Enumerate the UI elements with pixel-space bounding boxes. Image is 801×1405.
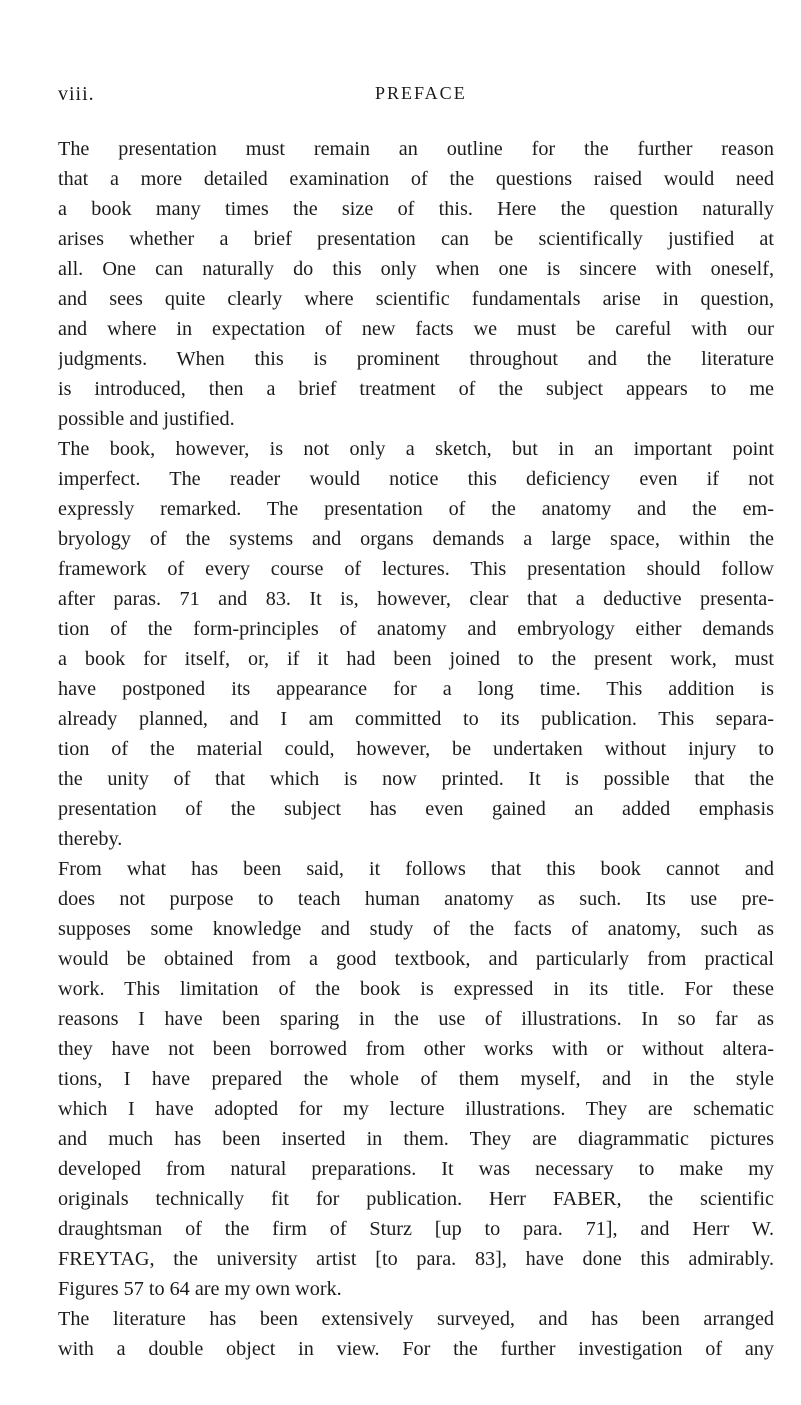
text-line: The book, however, is not only a sketch, but in an important point <box>58 438 774 460</box>
text-line: all. One can naturally do this only when one is sincere with oneself, <box>58 258 774 280</box>
text-line: FREYTAG, the university artist [to para. 83], have done this admirably. <box>58 1248 774 1270</box>
text-line: The literature has been extensively surveyed, and has been arranged <box>58 1308 774 1330</box>
text-line: after paras. 71 and 83. It is, however, clear that a deductive presenta- <box>58 588 774 610</box>
text-line: have postponed its appearance for a long time. This addition is <box>58 678 774 700</box>
page-number: viii. <box>58 83 95 105</box>
text-line: The presentation must remain an outline for the further reason <box>58 138 774 160</box>
text-line: a book for itself, or, if it had been joined to the present work, must <box>58 648 774 670</box>
text-line: would be obtained from a good textbook, and particularly from practical <box>58 948 774 970</box>
text-line: already planned, and I am committed to its publication. This separa- <box>58 708 774 730</box>
text-line: originals technically fit for publication. Herr FABER, the scientific <box>58 1188 774 1210</box>
text-line: and sees quite clearly where scientific fundamentals arise in question, <box>58 288 774 310</box>
body-text <box>58 134 774 1364</box>
text-line: expressly remarked. The presentation of the anatomy and the em- <box>58 498 774 520</box>
text-line: that a more detailed examination of the questions raised would need <box>58 168 774 190</box>
text-line: Figures 57 to 64 are my own work. <box>58 1278 342 1300</box>
text-line: framework of every course of lectures. This presentation should follow <box>58 558 774 580</box>
section-title: PREFACE <box>375 83 467 103</box>
text-line: draughtsman of the firm of Sturz [up to para. 71], and Herr W. <box>58 1218 774 1240</box>
text-line: imperfect. The reader would notice this deficiency even if not <box>58 468 774 490</box>
text-line: reasons I have been sparing in the use of illustrations. In so far as <box>58 1008 774 1030</box>
text-line: work. This limitation of the book is expressed in its title. For these <box>58 978 774 1000</box>
text-line: From what has been said, it follows that this book cannot and <box>58 858 774 880</box>
text-line: supposes some knowledge and study of the facts of anatomy, such as <box>58 918 774 940</box>
text-line: a book many times the size of this. Here the question naturally <box>58 198 774 220</box>
text-line: and much has been inserted in them. They are diagrammatic pictures <box>58 1128 774 1150</box>
text-line: arises whether a brief presentation can be scientifically justified at <box>58 228 774 250</box>
text-line: tion of the form-principles of anatomy and embryology either demands <box>58 618 774 640</box>
text-line: judgments. When this is prominent throughout and the literature <box>58 348 774 370</box>
text-line: bryology of the systems and organs demands a large space, within the <box>58 528 774 550</box>
text-line: tion of the material could, however, be undertaken without injury to <box>58 738 774 760</box>
text-line: the unity of that which is now printed. It is possible that the <box>58 768 774 790</box>
text-line: developed from natural preparations. It was necessary to make my <box>58 1158 774 1180</box>
text-line: presentation of the subject has even gained an added emphasis <box>58 798 774 820</box>
running-head <box>58 83 761 109</box>
text-line: with a double object in view. For the further investigation of any <box>58 1338 774 1360</box>
text-line: thereby. <box>58 828 123 850</box>
text-line: does not purpose to teach human anatomy as such. Its use pre- <box>58 888 774 910</box>
text-line: which I have adopted for my lecture illustrations. They are schematic <box>58 1098 774 1120</box>
text-line: tions, I have prepared the whole of them myself, and in the style <box>58 1068 774 1090</box>
text-line: they have not been borrowed from other works with or without altera- <box>58 1038 774 1060</box>
text-line: and where in expectation of new facts we must be careful with our <box>58 318 774 340</box>
text-line: possible and justified. <box>58 408 235 430</box>
text-line: is introduced, then a brief treatment of the subject appears to me <box>58 378 774 400</box>
